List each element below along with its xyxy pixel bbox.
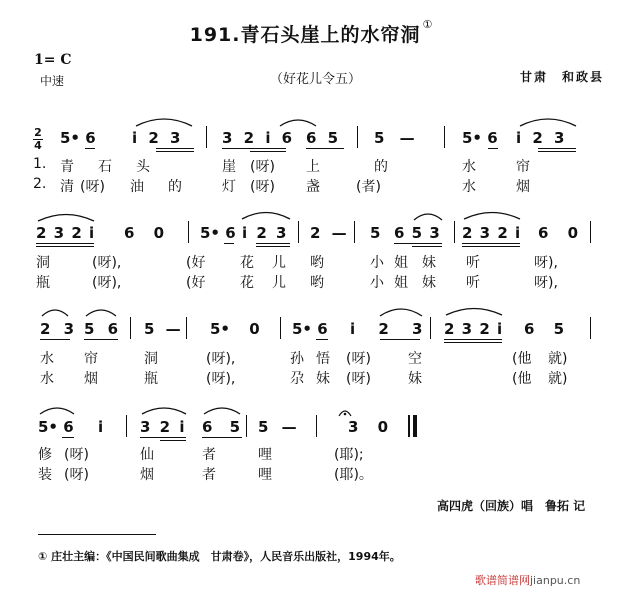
slur: [518, 114, 578, 128]
lyric: 的: [168, 179, 182, 195]
time-signature: [33, 128, 43, 151]
lyric: (呀): [80, 179, 105, 195]
watermark: [475, 572, 580, 588]
note-group: 5• 6: [292, 320, 328, 338]
lyric: 听: [466, 255, 480, 271]
lyric: 姐: [394, 275, 408, 291]
lyric: (呀): [64, 447, 89, 463]
slur: [444, 305, 504, 317]
tempo-marking: 中速: [40, 74, 65, 88]
note-group: i 2 3: [132, 129, 181, 147]
slur: [378, 304, 424, 318]
note-group: 5: [370, 224, 381, 242]
lyric: 花: [240, 275, 254, 291]
lyric: 石: [98, 159, 112, 175]
slur: [84, 306, 118, 318]
bar-line: [357, 126, 358, 148]
performer-credit: 高四虎（回族）唱 鲁拓 记: [437, 499, 586, 513]
footnote-mark: ①: [422, 18, 434, 31]
lyric: 仙: [140, 447, 154, 463]
bar-line: [590, 221, 591, 243]
note-group: 2 —: [310, 224, 347, 242]
lyric: 哩: [258, 467, 272, 483]
note-group: 3 0: [348, 418, 389, 436]
lyric: 者: [202, 447, 216, 463]
lyric: 水: [462, 179, 476, 195]
note-group: 2 3 2 i: [36, 224, 95, 242]
lyric: (耶);: [334, 447, 364, 463]
bar-line: [354, 221, 355, 243]
lyric: 烟: [140, 467, 154, 483]
lyric: 妹: [408, 371, 422, 387]
lyric: 修: [38, 447, 52, 463]
bar-line: [186, 317, 187, 339]
lyric: 烟: [516, 179, 530, 195]
slur: [240, 209, 292, 221]
lyric: 油: [130, 179, 144, 195]
lyric: (呀): [346, 371, 371, 387]
slur: [40, 306, 70, 318]
lyric: 小: [370, 275, 384, 291]
note-group: 3 2 i: [140, 418, 185, 436]
note-group: 5• 0: [210, 320, 260, 338]
lyric: 哩: [258, 447, 272, 463]
lyric: 花: [240, 255, 254, 271]
bar-line: [126, 415, 127, 437]
bar-line: [130, 317, 131, 339]
lyric: (者): [356, 179, 381, 195]
slur: [278, 116, 318, 128]
lyric: (好: [186, 255, 206, 271]
lyric: 者: [202, 467, 216, 483]
slur: [134, 114, 194, 128]
lyric: 儿: [272, 255, 286, 271]
lyric: 洞: [36, 255, 50, 271]
song-origin: 甘肃 和政县: [520, 70, 605, 84]
note-group: 5 —: [374, 129, 415, 147]
slur: [202, 404, 242, 416]
lyric: 烟: [84, 371, 98, 387]
lyric: 儿: [272, 275, 286, 291]
note-group: 5 —: [144, 320, 181, 338]
lyric: 呀),: [534, 275, 558, 291]
note-group: i 2 3: [242, 224, 287, 242]
bar-line: [206, 126, 207, 148]
lyric: 水: [462, 159, 476, 175]
slur: [140, 404, 188, 416]
note-group: 2 3 2 i: [462, 224, 521, 242]
lyric: 洞: [144, 351, 158, 367]
lyric: 就): [548, 371, 568, 387]
song-number: 191.: [189, 24, 241, 46]
note-group: 5 —: [258, 418, 297, 436]
lyric: 的: [374, 159, 388, 175]
lyric: 帘: [84, 351, 98, 367]
lyric: 就): [548, 351, 568, 367]
lyric: (呀),: [206, 351, 236, 367]
note-group: i 2 3: [516, 129, 565, 147]
bar-line: [246, 415, 247, 437]
note-group: 6 5: [202, 418, 241, 436]
lyric: (他: [512, 351, 532, 367]
time-signature-bottom: 4: [34, 139, 42, 152]
slur: [36, 211, 96, 223]
footnote-divider: [38, 534, 156, 535]
lyric: 妹: [316, 371, 330, 387]
slur: [38, 404, 76, 416]
lyric: 头: [136, 159, 150, 175]
lyric: (呀): [250, 159, 275, 175]
bar-line: [298, 221, 299, 243]
lyric: 姐: [394, 255, 408, 271]
note-group: 6 5: [524, 320, 565, 338]
bar-line: [590, 317, 591, 339]
note-group: 2 3 2 i: [444, 320, 503, 338]
slur: [462, 209, 522, 221]
lyric: (呀): [64, 467, 89, 483]
time-signature-top: 2: [34, 126, 42, 139]
lyric: 帘: [516, 159, 530, 175]
lyric: 青: [60, 159, 74, 175]
bar-line: [280, 317, 281, 339]
lyric: (呀): [250, 179, 275, 195]
lyric: 妹: [422, 255, 436, 271]
note-group: 2 3: [40, 320, 75, 338]
bar-line: [444, 126, 445, 148]
bar-line: [454, 221, 455, 243]
lyric: (呀),: [92, 255, 122, 271]
tune-subtitle: （好花儿令五）: [270, 72, 362, 87]
lyric: (呀),: [206, 371, 236, 387]
lyric: 孙: [290, 351, 304, 367]
lyric: 瓶: [144, 371, 158, 387]
lyric: 尕: [290, 371, 304, 387]
lyric: 空: [408, 351, 422, 367]
lyric: (呀): [346, 351, 371, 367]
lyric: 妹: [422, 275, 436, 291]
note-group: 6 0: [124, 224, 165, 242]
lyric: (耶)。: [334, 467, 373, 483]
lyric: 悟: [316, 351, 330, 367]
note-group: 3 2 i 6: [222, 129, 293, 147]
note-group: 5• 6: [200, 224, 236, 242]
lyric: 灯: [222, 179, 236, 195]
lyric: 听: [466, 275, 480, 291]
note-group: 5 6: [84, 320, 119, 338]
watermark-site: jianpu.cn: [530, 574, 581, 587]
lyric: 盏: [306, 179, 320, 195]
verse-number: 1.: [33, 156, 47, 172]
verse-number: 2.: [33, 176, 47, 192]
lyric: 上: [306, 159, 320, 175]
watermark-cn: 歌谱简谱网: [475, 574, 530, 587]
note-group: 6 0: [538, 224, 579, 242]
note-group: 5• 6: [38, 418, 74, 436]
note-group: i 2 3: [350, 320, 423, 338]
lyric: 小: [370, 255, 384, 271]
note-group: 6 5: [306, 129, 339, 147]
footnote: ① 庄壮主编：《中国民间歌曲集成 甘肃卷》，人民音乐出版社，1994年。: [38, 550, 401, 563]
fermata-icon: [338, 408, 352, 418]
lyric: 水: [40, 351, 54, 367]
song-title: [0, 20, 623, 47]
lyric: 瓶: [36, 275, 50, 291]
lyric: (呀),: [92, 275, 122, 291]
lyric: 哟: [310, 275, 324, 291]
key-signature: 1= C: [34, 52, 72, 68]
lyric: 呀),: [534, 255, 558, 271]
final-bar-thick: [413, 415, 417, 437]
lyric: 水: [40, 371, 54, 387]
lyric: (好: [186, 275, 206, 291]
note-group: 5• 6: [462, 129, 498, 147]
lyric: 崖: [222, 159, 236, 175]
lyric: 清: [60, 179, 74, 195]
note-group: 5• 6: [60, 129, 96, 147]
bar-line: [316, 415, 317, 437]
note-group: i: [98, 418, 104, 436]
bar-line: [188, 221, 189, 243]
note-group: 6 5 3: [394, 224, 440, 242]
bar-line: [430, 317, 431, 339]
lyric: 哟: [310, 255, 324, 271]
slur: [412, 210, 444, 222]
lyric: 装: [38, 467, 52, 483]
song-name: 青石头崖上的水帘洞: [240, 24, 421, 46]
lyric: (他: [512, 371, 532, 387]
final-bar-thin: [408, 415, 410, 437]
